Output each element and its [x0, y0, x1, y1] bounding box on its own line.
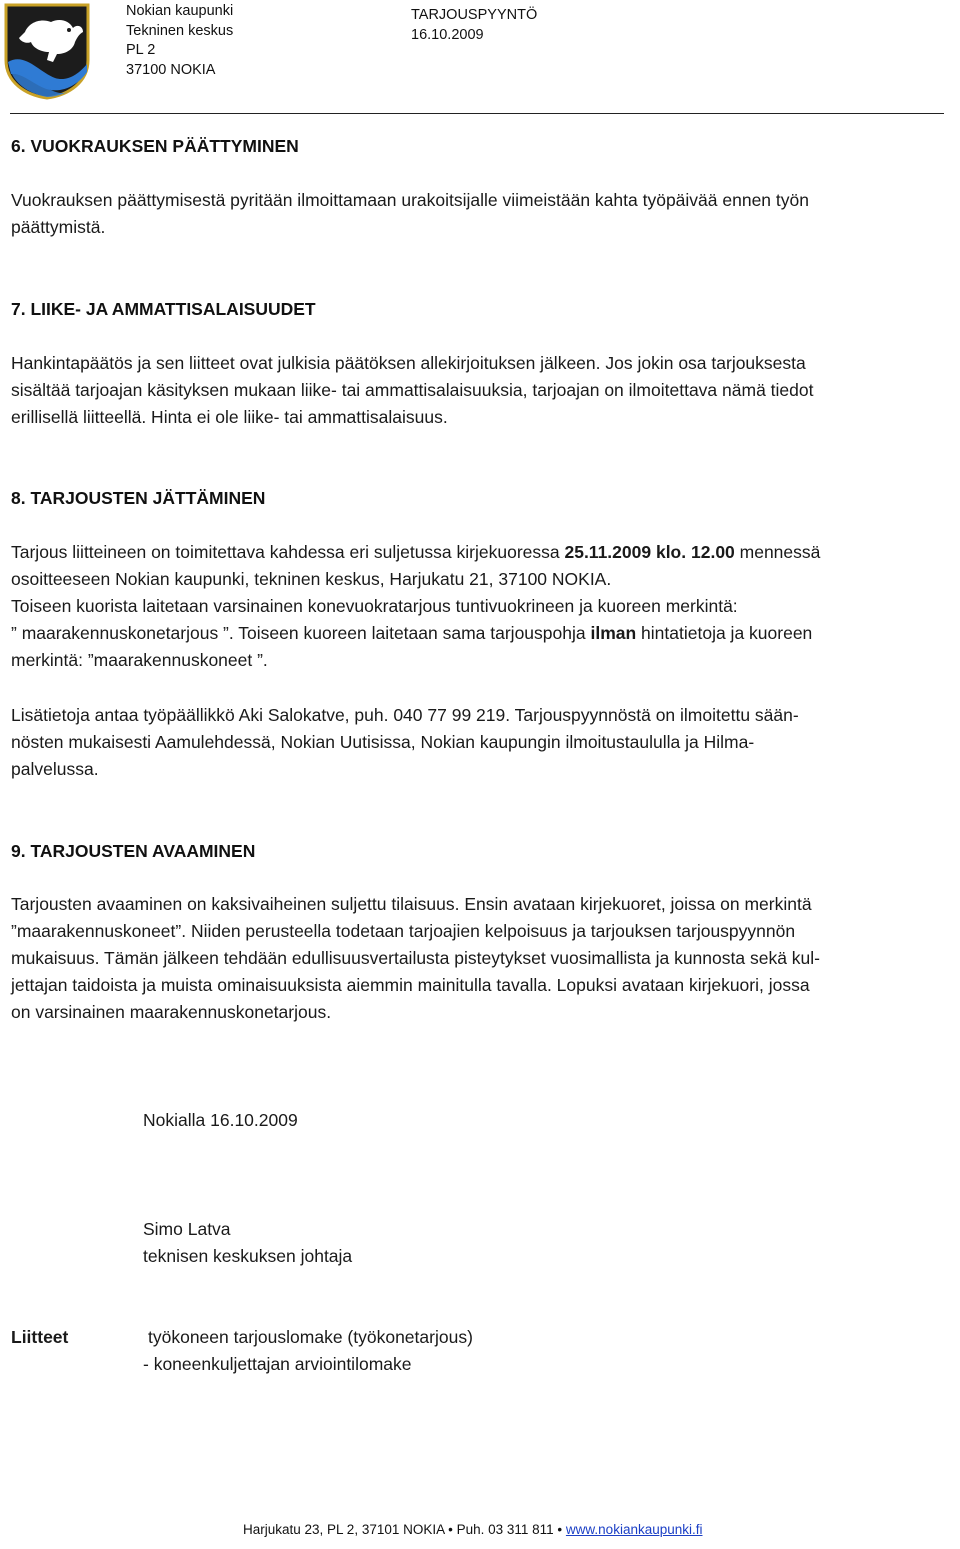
doc-type: TARJOUSPYYNTÖ [411, 7, 538, 23]
section-8-heading: 8. TARJOUSTEN JÄTTÄMINEN [11, 488, 266, 508]
section-7-line: Hankintapäätös ja sen liitteet ovat julkisia päätöksen allekirjoituksen jälkeen. Jos jokin osa tarjouksesta [11, 353, 806, 373]
section-6-heading: 6. VUOKRAUKSEN PÄÄTTYMINEN [11, 136, 299, 156]
page-footer [243, 1522, 703, 1537]
signer-name: Simo Latva [143, 1219, 231, 1239]
attachments-label: Liitteet [11, 1327, 69, 1347]
section-6-body [11, 187, 956, 241]
nokia-crest-icon [3, 2, 91, 100]
section-8-marking-line [11, 620, 956, 647]
deadline-suffix: mennessä [734, 542, 821, 562]
section-8-marking-line-2: merkintä: ”maarakennuskoneet ”. [11, 650, 268, 670]
doc-meta-block [411, 6, 537, 45]
coat-of-arms-logo [3, 2, 91, 100]
signature-place-date: Nokialla 16.10.2009 [143, 1110, 298, 1130]
info-line: Lisätietoja antaa työpäällikkö Aki Salokatve, puh. 040 77 99 219. Tarjouspyynnöstä on ilmoitettu sään- [11, 705, 799, 725]
section-6-line: Vuokrauksen päättymisestä pyritään ilmoittamaan urakoitsijalle viimeistään kahta työpäivää ennen työn [11, 190, 809, 210]
section-8-info [11, 702, 956, 783]
section-7-body [11, 350, 956, 431]
section-8-envelope-line: Toiseen kuorista laitetaan varsinainen konevuokratarjous tuntivuokrineen ja kuoreen merkintä: [11, 596, 738, 616]
section-9-line: ”maarakennuskoneet”. Niiden perusteella todetaan tarjoajien kelpoisuus ja tarjouksen tarjouspyynnön [11, 921, 796, 941]
attachment-item: - koneenkuljettajan arviointilomake [143, 1354, 412, 1374]
section-9-line: jettajan taidoista ja muista ominaisuuksista aiemmin mainitulla tavalla. Lopuksi avataan kirjekuori, jossa [11, 975, 810, 995]
section-9-line: on varsinainen maarakennuskonetarjous. [11, 1002, 332, 1022]
section-6-line: päättymistä. [11, 217, 106, 237]
footer-address: Harjukatu 23, PL 2, 37101 NOKIA • Puh. 03 311 811 • [243, 1522, 566, 1537]
signer-title: teknisen keskuksen johtaja [143, 1246, 353, 1266]
marking-text: ” maarakennuskonetarjous ”. Toiseen kuoreen laitetaan sama tarjouspohja [11, 623, 591, 643]
deadline-minutes: 00 [715, 542, 735, 562]
section-8-deadline-line [11, 539, 956, 566]
section-8-body [11, 539, 956, 674]
info-line: nösten mukaisesti Aamulehdessä, Nokian Uutisissa, Nokian kaupungin ilmoitustaululla ja Hilma- [11, 732, 755, 752]
org-name: Nokian kaupunki [126, 3, 234, 19]
header-divider [10, 113, 944, 114]
section-9-line: Tarjousten avaaminen on kaksivaiheinen suljettu tilaisuus. Ensin avataan kirjekuoret, joissa on merkintä [11, 894, 812, 914]
section-7-heading: 7. LIIKE- JA AMMATTISALAISUUDET [11, 299, 316, 319]
org-po-box: PL 2 [126, 42, 156, 58]
info-line: palvelussa. [11, 759, 99, 779]
org-address-block [126, 2, 233, 80]
section-9-heading: 9. TARJOUSTEN AVAAMINEN [11, 841, 256, 861]
marking-emphasis: ilman [590, 623, 637, 643]
deadline-date: 25.11.2009 klo. 12. [564, 542, 716, 562]
org-department: Tekninen keskus [126, 22, 234, 39]
deadline-text: Tarjous liitteineen on toimitettava kahdessa eri suljetussa kirjekuoressa [11, 542, 565, 562]
marking-suffix: hintatietoja ja kuoreen [636, 623, 813, 643]
section-7-line: sisältää tarjoajan käsityksen mukaan liike- tai ammattisalaisuuksia, tarjoajan on ilmoitettava nämä tiedot [11, 380, 814, 400]
footer-website-link[interactable]: www.nokiankaupunki.fi [565, 1522, 703, 1537]
section-8-address-line: osoitteeseen Nokian kaupunki, tekninen keskus, Harjukatu 21, 37100 NOKIA. [11, 569, 612, 589]
section-7-line: erillisellä liitteellä. Hinta ei ole liike- tai ammattisalaisuus. [11, 407, 448, 427]
org-postal-code: 37100 NOKIA [126, 61, 216, 78]
attachment-item: työkoneen tarjouslomake (työkonetarjous) [148, 1327, 473, 1347]
doc-date: 16.10.2009 [411, 26, 484, 43]
section-9-body [11, 891, 956, 1026]
section-9-line: mukaisuus. Tämän jälkeen tehdään edullisuusvertailusta pisteytykset vuosimallista ja kunnosta sekä kul- [11, 948, 820, 968]
